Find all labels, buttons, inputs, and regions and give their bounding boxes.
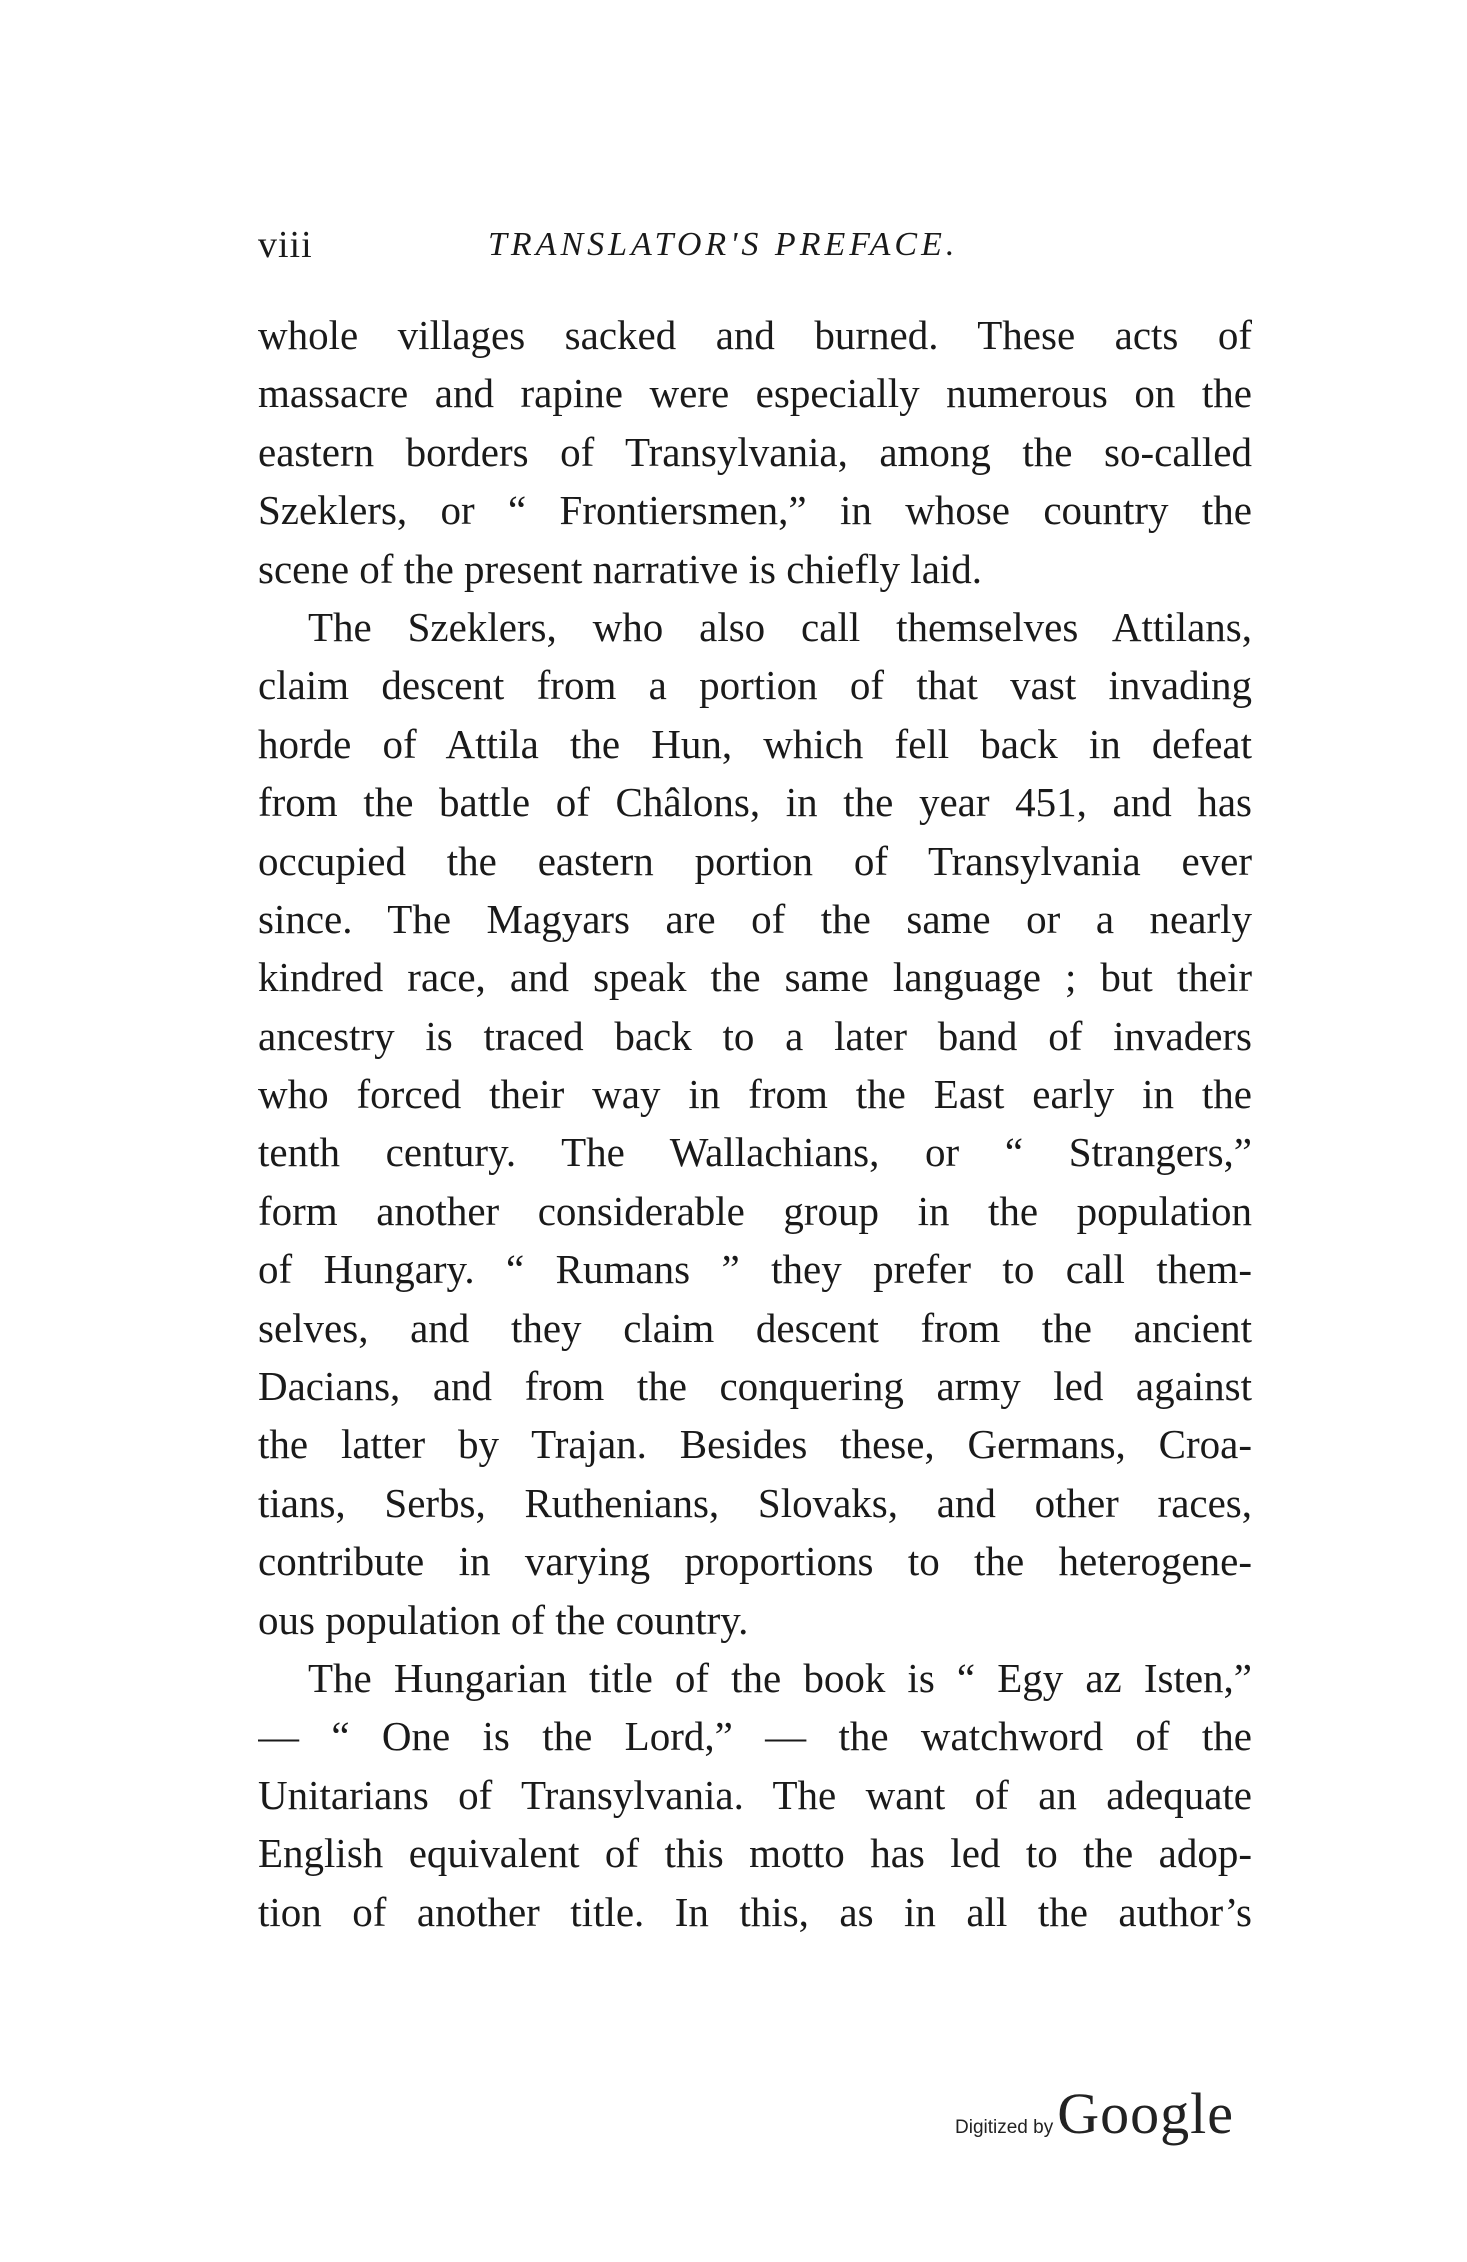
text-line: claim descent from a portion of that vast invading (258, 662, 1252, 709)
text-line: — “ One is the Lord,” — the watchword of the (258, 1713, 1252, 1760)
text-line: tenth century. The Wallachians, or “ Strangers,” (258, 1129, 1252, 1176)
text-line: ancestry is traced back to a later band of invaders (258, 1012, 1252, 1059)
digitized-stamp (955, 2080, 1234, 2146)
body-text (258, 306, 1252, 1941)
text-line: Dacians, and from the conquering army led against (258, 1363, 1252, 1410)
text-line: since. The Magyars are of the same or a nearly (258, 895, 1252, 942)
text-line: the latter by Trajan. Besides these, Germans, Croa- (258, 1421, 1252, 1468)
google-wordmark: Google (1057, 2081, 1234, 2146)
text-line: massacre and rapine were especially numerous on the (258, 370, 1252, 417)
text-line: selves, and they claim descent from the ancient (258, 1304, 1252, 1351)
text-line: whole villages sacked and burned. These acts of (258, 312, 1252, 358)
text-line: The Hungarian title of the book is “ Egy az Isten,” (308, 1654, 1252, 1701)
text-line: who forced their way in from the East early in the (258, 1071, 1252, 1118)
running-title: TRANSLATOR'S PREFACE. (488, 226, 959, 263)
text-line: from the battle of Châlons, in the year 451, and has (258, 779, 1252, 826)
text-line: of Hungary. “ Rumans ” they prefer to call them- (258, 1246, 1252, 1293)
text-line: scene of the present narrative is chiefly laid. (258, 545, 983, 592)
digitized-label: Digitized by (955, 2117, 1054, 2138)
text-line: occupied the eastern portion of Transylvania ever (258, 837, 1252, 884)
text-line: tion of another title. In this, as in all the author’s (258, 1888, 1252, 1935)
text-line: The Szeklers, who also call themselves Attilans, (308, 603, 1252, 650)
text-line: Unitarians of Transylvania. The want of an adequate (258, 1771, 1252, 1818)
text-line: horde of Attila the Hun, which fell back in defeat (258, 720, 1252, 767)
text-line: tians, Serbs, Ruthenians, Slovaks, and other races, (258, 1479, 1252, 1526)
running-head (258, 220, 1258, 270)
text-line: contribute in varying proportions to the heterogene- (258, 1538, 1252, 1585)
text-line: English equivalent of this motto has led to the adop- (258, 1830, 1252, 1877)
text-line: Szeklers, or “ Frontiersmen,” in whose country the (258, 487, 1252, 534)
text-line: form another considerable group in the population (258, 1187, 1252, 1234)
text-line: ous population of the country. (258, 1596, 749, 1643)
text-line: eastern borders of Transylvania, among the so-called (258, 428, 1252, 475)
page-number: viii (258, 224, 313, 266)
text-line: kindred race, and speak the same language ; but their (258, 954, 1252, 1001)
